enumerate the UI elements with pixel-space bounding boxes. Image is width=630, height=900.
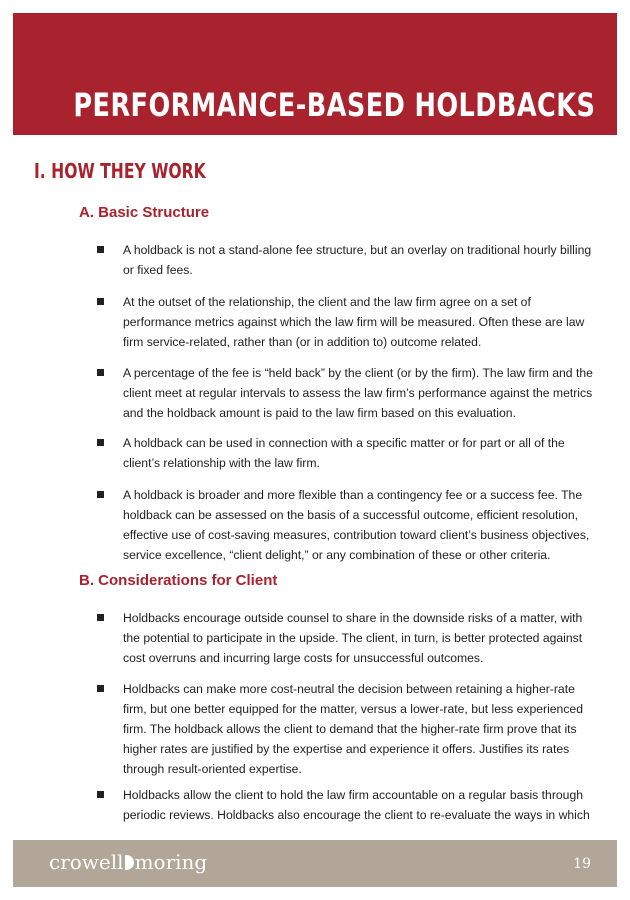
bullet-square-icon (97, 791, 104, 798)
logo-mark-icon (125, 855, 134, 870)
bullet-square-icon (97, 614, 104, 621)
list-item: A holdback is broader and more flexible than a contingency fee or a success fee. The holdback can be assessed on the basis of a successful outcome, efficient resolution, effective use of cost-saving measures, contribution toward client’s business objectives, service excellence, “client delight,” or any combination of these or other criteria. (97, 485, 597, 565)
page-number: 19 (573, 856, 591, 872)
bullet-square-icon (97, 369, 104, 376)
bullet-square-icon (97, 439, 104, 446)
list-item: A holdback is not a stand-alone fee structure, but an overlay on traditional hourly billing or fixed fees. (97, 240, 597, 280)
page-title: PERFORMANCE-BASED HOLDBACKS (73, 86, 596, 124)
subheading-considerations-for-client: B. Considerations for Client (79, 572, 278, 589)
list-item: Holdbacks can make more cost-neutral the decision between retaining a higher-rate firm, but one better equipped for the matter, versus a lower-rate, but less experienced firm. The holdback allows the client to demand that the higher-rate firm prove that its higher rates are justified by the expertise and experience it offers. Justifies its rates through result-oriented expertise. (97, 679, 597, 779)
section-heading: I. HOW THEY WORK (34, 159, 206, 183)
bullet-square-icon (97, 685, 104, 692)
bullet-square-icon (97, 298, 104, 305)
list-item: A percentage of the fee is “held back” by the client (or by the firm). The law firm and the client meet at regular intervals to assess the law firm’s performance against the metrics and the holdback amount is paid to the law firm based on this evaluation. (97, 363, 597, 423)
subheading-basic-structure: A. Basic Structure (79, 204, 210, 221)
crowell-moring-logo: crowell moring (49, 850, 208, 874)
bullet-square-icon (97, 246, 104, 253)
list-item: A holdback can be used in connection with a specific matter or for part or all of the client’s relationship with the law firm. (97, 433, 597, 473)
list-item: Holdbacks encourage outside counsel to share in the downside risks of a matter, with the potential to participate in the upside. The client, in turn, is better protected against cost overruns and incurring large costs for unsuccessful outcomes. (97, 608, 597, 668)
list-item: Holdbacks allow the client to hold the law firm accountable on a regular basis through periodic reviews. Holdbacks also encourage the client to re-evaluate the ways in which (97, 785, 597, 825)
list-item: At the outset of the relationship, the client and the law firm agree on a set of performance metrics against which the law firm will be measured. Often these are law firm service-related, rather than (or in addition to) outcome related. (97, 292, 597, 352)
bullet-square-icon (97, 491, 104, 498)
title-banner (13, 13, 617, 135)
footer-bar (13, 840, 617, 887)
